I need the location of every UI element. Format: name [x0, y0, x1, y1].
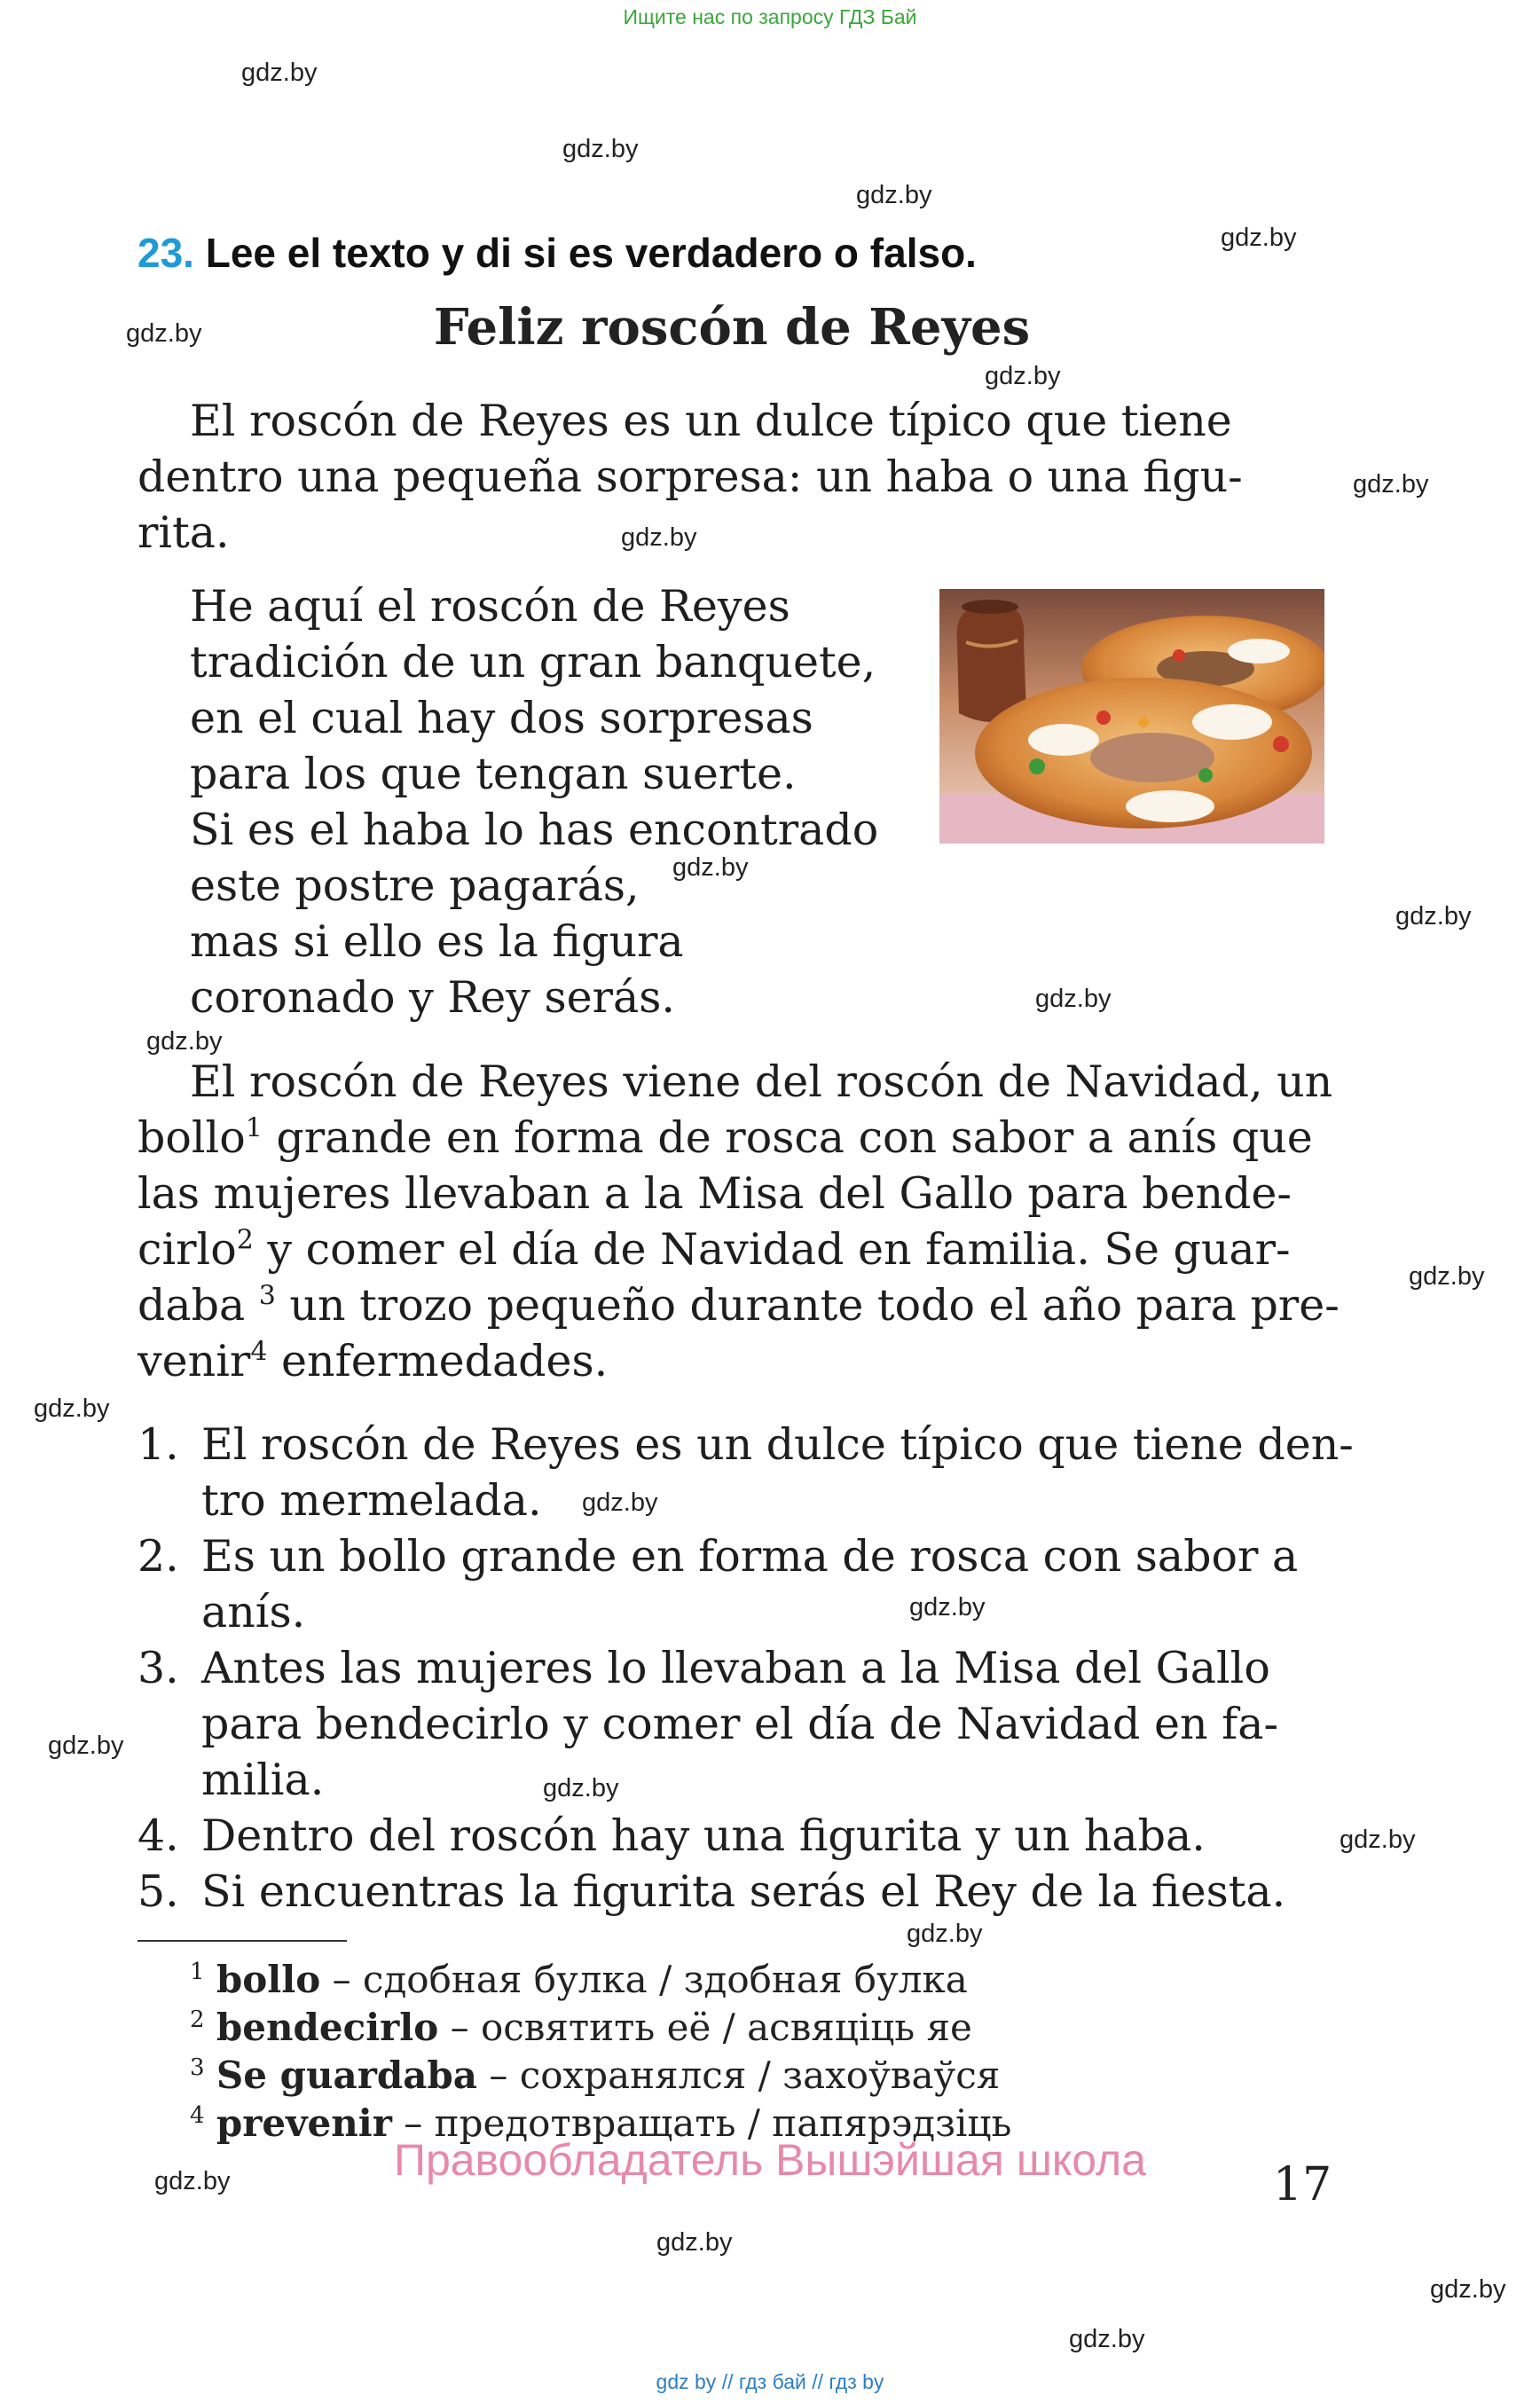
roscon-photo: [939, 589, 1324, 844]
watermark: gdz.by: [1353, 470, 1429, 499]
footnote: $^2$ bendecirlo – освятить её / асвяціць яе: [190, 2006, 972, 2049]
list-item: 2. Es un bollo grande en forma de rosca con sabor a anís.: [138, 1528, 1354, 1640]
item-number: 5.: [138, 1866, 179, 1917]
watermark: gdz.by: [909, 1593, 986, 1622]
copyright-holder: Правообладатель Вышэйшая школа: [394, 2135, 1146, 2185]
poem-line: mas si ello es la figura: [190, 916, 684, 967]
task-heading: [138, 229, 977, 277]
footnote-ref[interactable]: 1: [245, 1112, 263, 1144]
item-number: 2.: [138, 1531, 179, 1582]
body-line: El roscón de Reyes viene del roscón de Navidad, un: [190, 1056, 1333, 1107]
watermark: gdz.by: [1430, 2275, 1506, 2304]
poem-line: Si es el haba lo has encontrado: [190, 805, 879, 855]
intro-line: El roscón de Reyes es un dulce típico que tiene: [190, 396, 1232, 446]
watermark: gdz.by: [34, 1394, 110, 1423]
body-paragraph: [138, 1054, 1340, 1389]
list-item: 3. Antes las mujeres lo llevaban a la Misa del Gallo para bendecirlo y comer el día de Navidad en fa- milia.: [138, 1640, 1354, 1808]
page-number: 17: [1273, 2158, 1332, 2211]
task-instruction: Lee el texto y di si es verdadero o falso.: [205, 230, 977, 276]
top-banner[interactable]: Ищите нас по запросу ГДЗ Бай: [623, 5, 917, 28]
intro-paragraph: [138, 393, 1243, 561]
item-number: 4.: [138, 1810, 179, 1861]
watermark: gdz.by: [672, 853, 749, 882]
watermark: gdz.by: [126, 319, 202, 348]
task-number: 23.: [138, 230, 194, 276]
body-line: cirlo$^2$ y comer el día de Navidad en familia. Se guar-: [138, 1224, 1291, 1275]
intro-line: dentro una pequeña sorpresa: un haba o una figu-: [138, 452, 1243, 502]
list-item: 1. El roscón de Reyes es un dulce típico que tiene den- tro mermelada.: [138, 1417, 1354, 1528]
footnote-divider: [138, 1940, 347, 1942]
item-number: 1.: [138, 1419, 179, 1470]
body-line: daba $^3$ un trozo pequeño durante todo el año para pre-: [138, 1280, 1340, 1331]
watermark: gdz.by: [241, 59, 318, 87]
watermark: gdz.by: [1340, 1826, 1416, 1854]
watermark: gdz.by: [154, 2167, 231, 2195]
watermark: gdz.by: [48, 1732, 124, 1760]
footnote-ref[interactable]: 4: [250, 1336, 268, 1368]
watermark: gdz.by: [1221, 224, 1297, 252]
poem-line: este postre pagarás,: [190, 860, 640, 911]
list-item: 5. Si encuentras la figurita serás el Rey de la fiesta.: [138, 1864, 1354, 1920]
footnote: $^1$ bollo – сдобная булка / здобная булка: [190, 1958, 968, 2001]
poem-line: coronado y Rey serás.: [190, 972, 675, 1023]
watermark: gdz.by: [985, 362, 1061, 390]
watermark: gdz.by: [146, 1027, 223, 1056]
watermark: gdz.by: [562, 135, 639, 163]
watermark: gdz.by: [1035, 985, 1112, 1013]
poem-line: He aquí el roscón de Reyes: [190, 581, 790, 632]
item-number: 3.: [138, 1643, 179, 1693]
list-item: 4. Dentro del roscón hay una figurita y un haba.: [138, 1808, 1354, 1864]
watermark: gdz.by: [582, 1488, 658, 1517]
footnote-ref[interactable]: 2: [236, 1224, 254, 1256]
poem: [190, 578, 878, 1025]
watermark: gdz.by: [1069, 2325, 1145, 2353]
footnote: $^4$ prevenir – предотвращать / папярэдзіць: [190, 2101, 1012, 2145]
watermark: gdz.by: [1395, 902, 1472, 931]
intro-line: rita.: [138, 507, 230, 558]
poem-line: en el cual hay dos sorpresas: [190, 693, 813, 743]
text-title: Feliz roscón de Reyes: [433, 298, 1031, 357]
body-line: bollo$^1$ grande en forma de rosca con sabor a anís que: [138, 1112, 1313, 1163]
statements-list: [138, 1417, 1354, 1920]
watermark: gdz.by: [621, 523, 697, 552]
footnote-ref[interactable]: 3: [258, 1280, 276, 1312]
watermark: gdz.by: [856, 181, 932, 209]
body-line: venir$^4$ enfermedades.: [138, 1336, 609, 1386]
watermark: gdz.by: [1409, 1262, 1485, 1291]
poem-line: para los que tengan suerte.: [190, 749, 797, 799]
watermark: gdz.by: [656, 2228, 733, 2257]
body-line: las mujeres llevaban a la Misa del Gallo para bende-: [138, 1168, 1292, 1219]
watermark: gdz.by: [907, 1920, 983, 1948]
footnote: $^3$ Se guardaba – сохранялся / захоўваўся: [190, 2054, 1001, 2097]
footer-links[interactable]: gdz by // гдз бай // гдз by: [656, 2370, 884, 2393]
poem-line: tradición de un gran banquete,: [190, 637, 876, 687]
watermark: gdz.by: [543, 1774, 619, 1802]
